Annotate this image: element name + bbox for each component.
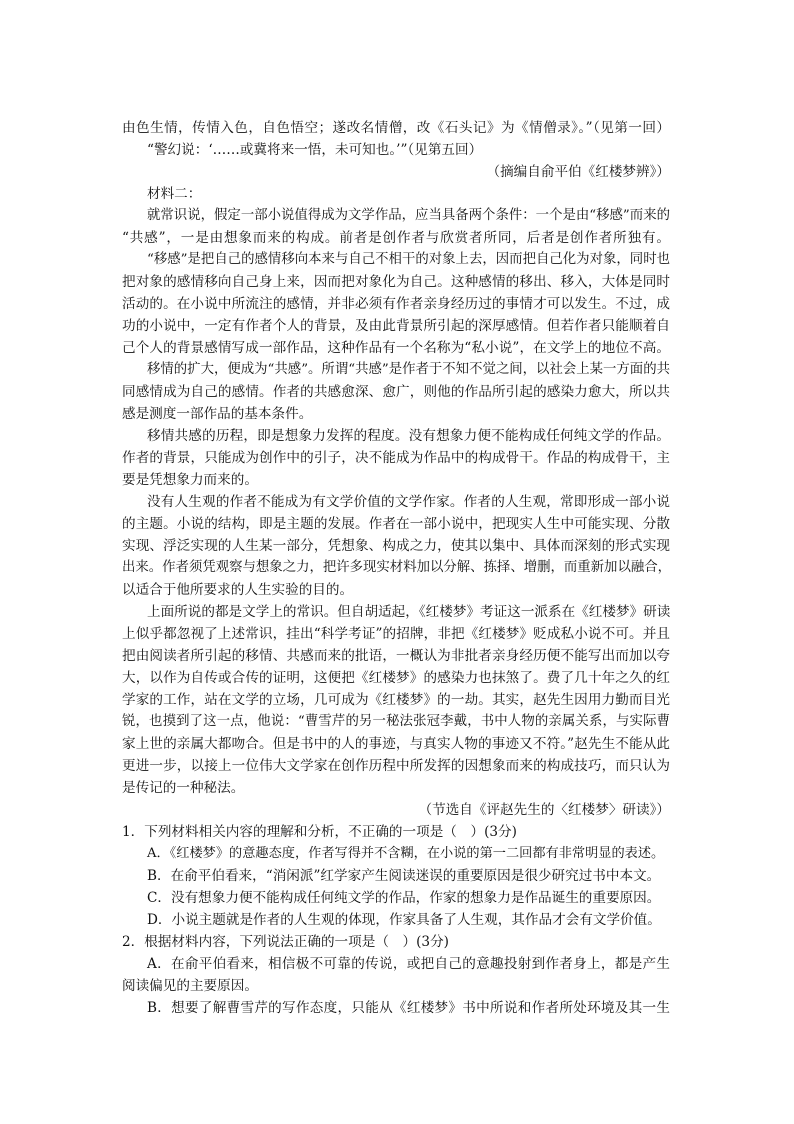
text-line: 没有人生观的作者不能成为有文学价值的文学作家。作者的人生观，常即形成一部小说: [147, 494, 670, 510]
text-line: 由色生情，传情入色，自色悟空；遂改名情僧，改《石头记》为《情僧录》。”（见第一回）: [122, 120, 670, 136]
text-line: 的主题。小说的结构，即是主题的发展。作者在一部小说中，把现实人生中可能实现、分散: [122, 516, 670, 532]
text-line: 活动的。在小说中所流注的感情，并非必须有作者亲身经历过的事情才可以发生。不过，成: [122, 296, 670, 312]
text-line: 功的小说中，一定有作者个人的背景，及由此背景所引起的深厚感情。但若作者只能顺着自: [122, 318, 670, 334]
option-b: B．在俞平伯看来，“消闲派”红学家产生阅读迷误的重要原因是很少研究过书中本文。: [147, 868, 661, 884]
text-line: 以适合于他所要求的人生实验的目的。: [122, 582, 354, 598]
option-a: A．在俞平伯看来，相信极不可靠的传说，或把自己的意趣投射到作者身上，都是产生: [147, 956, 670, 972]
option-a: A．《红楼梦》的意趣态度，作者写得并不含糊，在小说的第一二回都有非常明显的表述。: [147, 846, 665, 861]
text-line: 同感情成为自己的感情。作者的共感愈深、愈广，则他的作品所引起的感染力愈大，所以共: [122, 384, 670, 400]
text-line: 作者的背景，只能成为创作中的引子，决不能成为作品中的构成骨干。作品的构成骨干，主: [122, 450, 670, 466]
text-line: 阅读偏见的主要原因。: [122, 978, 258, 994]
text-line: 实现、浮泛实现的人生某一部分，凭想象、构成之力，使其以集中、具体而深刻的形式实现: [122, 538, 670, 554]
text-line: 把由阅读者所引起的移情、共感而来的批语，一概认为非批者亲身经历便不能写出而加以夸: [122, 648, 670, 664]
text-line: 是传记的一种秘法。: [122, 780, 245, 796]
text-line: “移感”是把自己的感情移向本来与自己不相干的对象上去，因而把自己化为对象，同时也: [147, 252, 670, 267]
option-b: B．想要了解曹雪芹的写作态度，只能从《红楼梦》书中所说和作者所处环境及其一生: [147, 1000, 670, 1016]
text-line: 家上世的亲属大都吻合。但是书中的人的事迹，与真实人物的事迹又不符。”赵先生不能从此: [122, 736, 670, 752]
text-line: 上面所说的都是文学上的常识。但自胡适起，《红楼梦》考证这一派系在《红楼梦》研读: [147, 604, 671, 620]
text-line: 学家的工作，站在文学的立场，几可成为《红楼梦》的一劫。其实，赵先生因用力勤而目光: [122, 692, 670, 708]
text-line: 出来。作者须凭观察与想象之力，把许多现实材料加以分解、拣择、增删，而重新加以融合，: [122, 560, 672, 575]
section-heading: 材料二：: [147, 186, 202, 202]
text-line: 就常识说，假定一部小说值得成为文学作品，应当具备两个条件：一个是由“移感”而来的: [147, 208, 670, 223]
text-line: 上似乎都忽视了上述常识，挂出“科学考证”的招牌，非把《红楼梦》贬成私小说不可。并且: [122, 626, 670, 642]
text-line: 大，以作为自传或合传的证明，这便把《红楼梦》的感染力也抹煞了。费了几十年之久的红: [122, 670, 670, 686]
option-c: C．没有想象力便不能构成任何纯文学的作品，作家的想象力是作品诞生的重要原因。: [147, 890, 661, 906]
text-line: 移情的扩大，便成为“共感”。所谓“共感”是作者于不知不觉之间，以社会上某一方面的共: [147, 362, 670, 377]
source-citation: （节选自《评赵先生的〈红楼梦〉研读》）: [418, 802, 670, 818]
text-line: 要是凭想象力而来的。: [122, 472, 258, 488]
text-line: 己个人的背景感情写成一部作品，这种作品有一个名称为“私小说”，在文学上的地位不高。: [122, 340, 670, 356]
source-citation: （摘编自俞平伯《红楼梦辨》）: [486, 164, 670, 180]
question-1: 1．下列材料相关内容的理解和分析，不正确的一项是（ ）(3分): [122, 824, 517, 840]
text-line: 移情共感的历程，即是想象力发挥的程度。没有想象力便不能构成任何纯文学的作品。: [147, 428, 670, 444]
question-2: 2．根据材料内容，下列说法正确的一项是（ ）(3分): [122, 934, 449, 950]
option-d: D．小说主题就是作者的人生观的体现，作家具备了人生观，其作品才会有文学价值。: [147, 912, 661, 928]
text-line: 感是测度一部作品的基本条件。: [122, 406, 313, 422]
text-line: “警幻说：‘……或冀将来一悟，未可知也。’”（见第五回）: [147, 142, 483, 158]
text-line: “共感”，一是由想象而来的构成。前者是创作者与欣赏者所同，后者是创作者所独有。: [122, 230, 670, 246]
text-line: 锐，也摸到了这一点，他说：“曹雪芹的另一秘法张冠李戴，书中人物的亲属关系，与实际曹: [122, 714, 670, 729]
text-line: 更进一步，以接上一位伟大文学家在创作历程中所发挥的因想象而来的构成技巧，而只认为: [122, 758, 670, 774]
text-line: 把对象的感情移向自己身上来，因而把对象化为自己。这种感情的移出、移入，大体是同时: [122, 274, 670, 290]
